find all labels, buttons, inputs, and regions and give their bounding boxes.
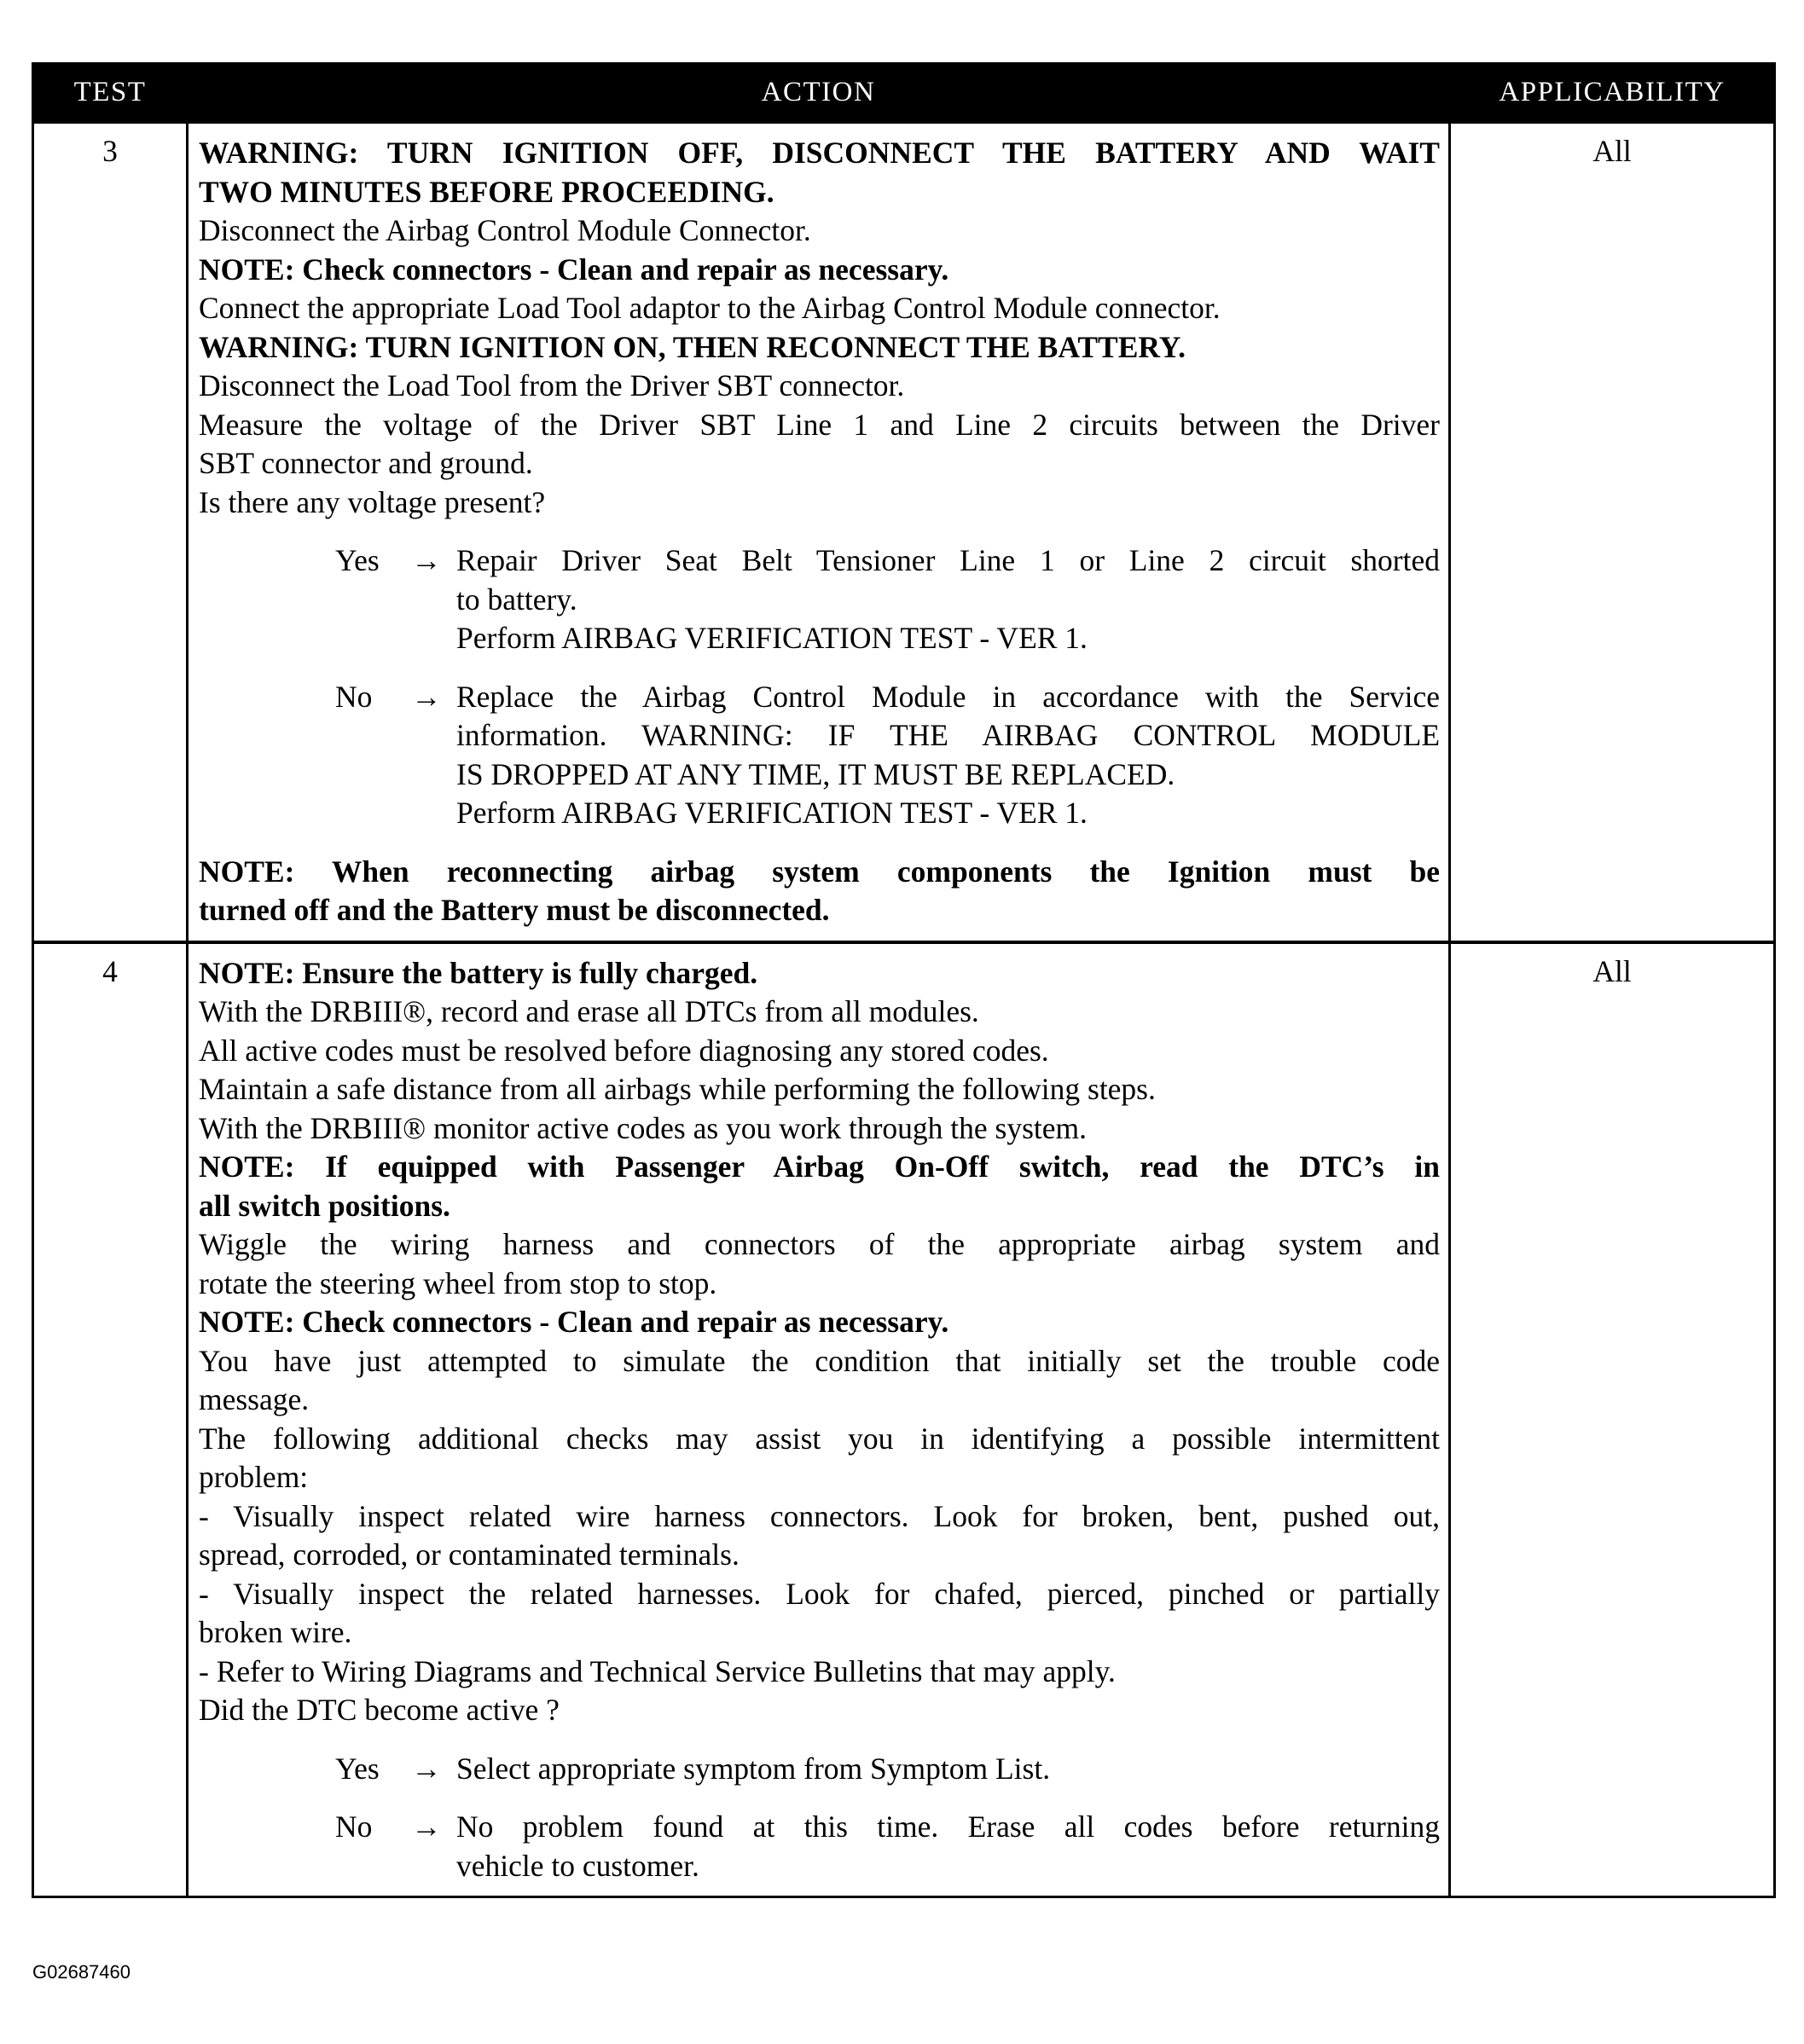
spacer [199, 833, 1440, 853]
action-line: message. [199, 1382, 310, 1416]
action-line: Did the DTC become active ? [199, 1693, 560, 1727]
action-line: You have just attempted to simulate the condition that initially set the trouble code [199, 1343, 1440, 1378]
action-line: Perform AIRBAG VERIFICATION TEST - VER 1. [456, 621, 1088, 655]
action-line: With the DRBIII® monitor active codes as you work through the system. [199, 1110, 1088, 1145]
action-line: Connect the appropriate Load Tool adaptor to the Airbag Control Module connector. [199, 291, 1221, 325]
action-line: With the DRBIII®, record and erase all DTCs from all modules. [199, 994, 979, 1028]
action-line: Measure the voltage of the Driver SBT Line 1 and Line 2 circuits between the Driver [199, 407, 1440, 442]
action-line: Replace the Airbag Control Module in accordance with the Service [456, 679, 1440, 714]
action-line: NOTE: Ensure the battery is fully charged. [199, 955, 758, 990]
arrow-icon: → [411, 679, 442, 714]
action-line: Maintain a safe distance from all airbags while performing the following steps. [199, 1072, 1156, 1106]
result-option [335, 1750, 1440, 1789]
arrow-icon: → [411, 543, 442, 577]
action-line: turned off and the Battery must be disconnected. [199, 893, 830, 927]
action-line: NOTE: Check connectors - Clean and repair as necessary. [199, 252, 949, 287]
action-line: - Visually inspect related wire harness connectors. Look for broken, bent, pushed out, [199, 1498, 1440, 1533]
figure-id: G02687460 [32, 1961, 131, 1983]
action-line: NOTE: When reconnecting airbag system components the Ignition must be [199, 854, 1440, 889]
action-line: Select appropriate symptom from Symptom List. [456, 1751, 1051, 1786]
action-line: broken wire. [199, 1615, 352, 1649]
arrow-icon: → [411, 1809, 442, 1844]
table-row [33, 123, 1775, 942]
table-body [33, 123, 1775, 1897]
option-label: No [335, 1809, 373, 1844]
action-line: IS DROPPED AT ANY TIME, IT MUST BE REPLACED. [456, 756, 1175, 791]
action-line: Perform AIRBAG VERIFICATION TEST - VER 1. [456, 796, 1088, 830]
table-row [33, 942, 1775, 1897]
arrow-icon: → [411, 1751, 442, 1786]
action-line: Disconnect the Airbag Control Module Connector. [199, 213, 811, 247]
action-line: NOTE: Check connectors - Clean and repair as necessary. [199, 1305, 949, 1339]
action-line: SBT connector and ground. [199, 446, 533, 480]
action-cell [188, 942, 1450, 1897]
action-line: information. WARNING: IF THE AIRBAG CONTROL MODULE [456, 718, 1440, 752]
option-label: No [335, 679, 373, 714]
result-option [335, 678, 1440, 833]
action-line: Is there any voltage present? [199, 484, 546, 519]
applicability-cell: All [1450, 942, 1775, 1897]
action-line: No problem found at this time. Erase all codes before returning [456, 1809, 1440, 1844]
diagnostic-test-table [32, 62, 1776, 1898]
action-line: NOTE: If equipped with Passenger Airbag On-Off switch, read the DTC’s in [199, 1149, 1440, 1184]
action-line: All active codes must be resolved before diagnosing any stored codes. [199, 1033, 1049, 1068]
action-line: Disconnect the Load Tool from the Driver SBT connector. [199, 368, 905, 402]
action-line: spread, corroded, or contaminated terminals. [199, 1537, 740, 1572]
action-line: rotate the steering wheel from stop to stop. [199, 1265, 717, 1300]
action-line: - Visually inspect the related harnesses. Look for chafed, pierced, pinched or partially [199, 1576, 1440, 1611]
action-line: Repair Driver Seat Belt Tensioner Line 1 or Line 2 circuit shorted [456, 543, 1440, 577]
action-line: vehicle to customer. [456, 1848, 699, 1883]
action-line: Wiggle the wiring harness and connectors of the appropriate airbag system and [199, 1227, 1440, 1261]
option-result [456, 1750, 1440, 1789]
action-line: to battery. [456, 582, 577, 617]
table-header [33, 64, 1775, 123]
option-label: Yes [335, 1751, 380, 1786]
result-option [335, 1808, 1440, 1885]
action-line: WARNING: TURN IGNITION OFF, DISCONNECT THE BATTERY AND WAIT [199, 136, 1440, 170]
applicability-cell: All [1450, 123, 1775, 942]
action-line: WARNING: TURN IGNITION ON, THEN RECONNECT THE BATTERY. [199, 329, 1186, 364]
test-number: 3 [33, 123, 188, 942]
action-line: - Refer to Wiring Diagrams and Technical Service Bulletins that may apply. [199, 1653, 1116, 1688]
header-applicability: APPLICABILITY [1450, 64, 1775, 123]
result-option [335, 541, 1440, 658]
action-line: The following additional checks may assist you in identifying a possible intermittent [199, 1421, 1440, 1456]
option-label: Yes [335, 543, 380, 577]
header-test: TEST [33, 64, 188, 123]
action-line: all switch positions. [199, 1188, 450, 1223]
action-line: TWO MINUTES BEFORE PROCEEDING. [199, 174, 774, 209]
test-number: 4 [33, 942, 188, 1897]
option-result [456, 1808, 1440, 1885]
action-line: problem: [199, 1460, 309, 1494]
header-action: ACTION [188, 64, 1450, 123]
action-cell [188, 123, 1450, 942]
option-result [456, 678, 1440, 833]
option-result [456, 541, 1440, 658]
